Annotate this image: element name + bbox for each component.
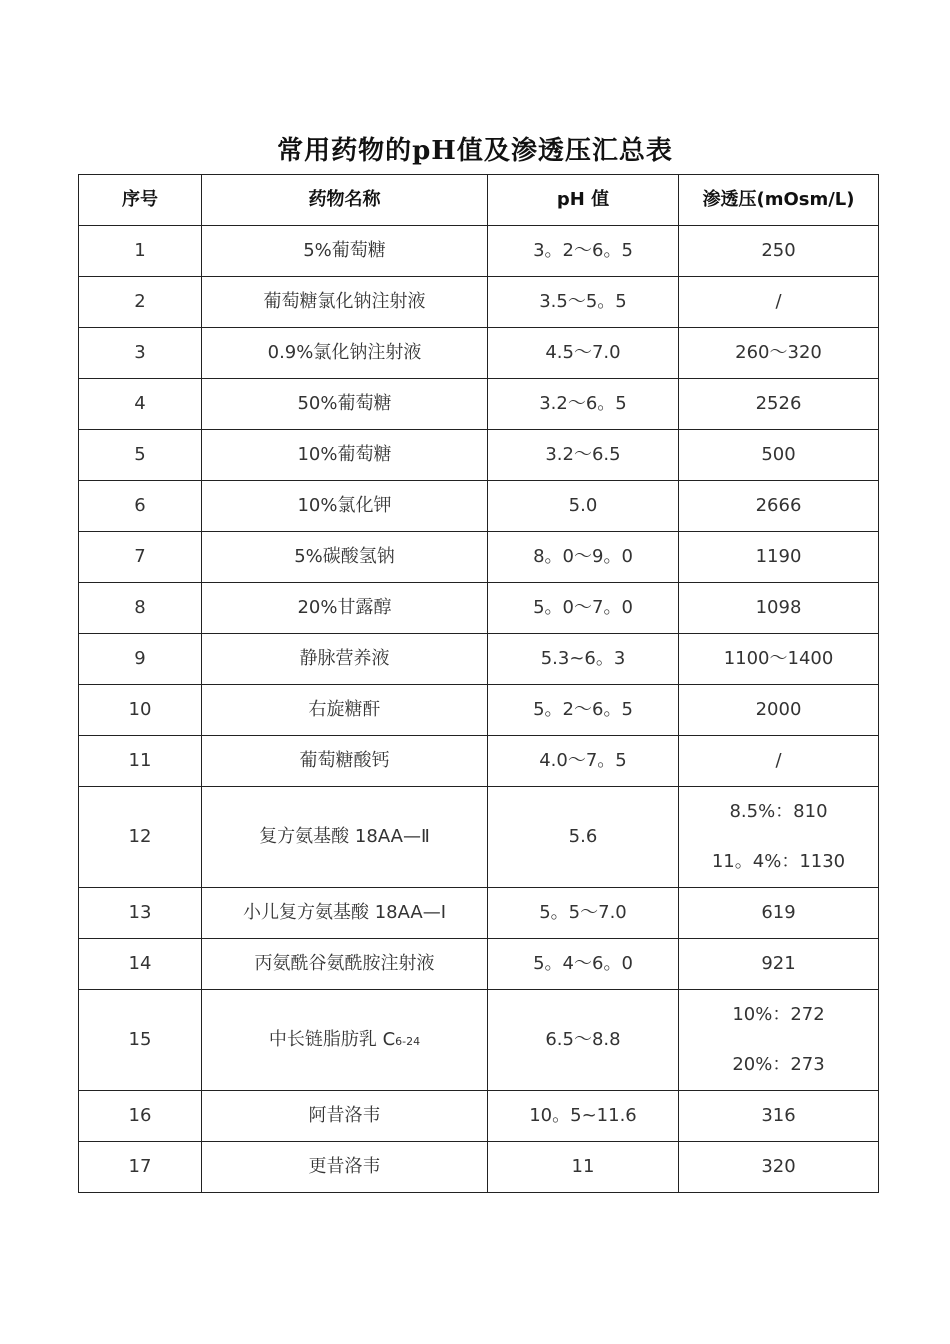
cell-no: 16 (79, 1091, 202, 1142)
cell-osmolality: / (679, 277, 879, 328)
cell-ph: 5.3~6。3 (488, 634, 679, 685)
table-row (79, 532, 879, 583)
cell-ph: 3。2～6。5 (488, 226, 679, 277)
cell-no: 4 (79, 379, 202, 430)
cell-no: 5 (79, 430, 202, 481)
cell-ph: 11 (488, 1142, 679, 1193)
cell-drug-name: 丙氨酰谷氨酰胺注射液 (202, 939, 488, 990)
table-row (79, 583, 879, 634)
page-title: 常用药物的pH值及渗透压汇总表 (277, 136, 673, 166)
cell-ph: 5。0～7。0 (488, 583, 679, 634)
cell-no: 17 (79, 1142, 202, 1193)
cell-osmolality (679, 787, 879, 888)
cell-osmolality: / (679, 736, 879, 787)
drug-table (78, 174, 879, 1193)
cell-osmolality: 619 (679, 888, 879, 939)
cell-osmolality: 2000 (679, 685, 879, 736)
cell-ph: 3.2～6。5 (488, 379, 679, 430)
cell-osmolality: 2526 (679, 379, 879, 430)
table-row (79, 634, 879, 685)
cell-no: 7 (79, 532, 202, 583)
cell-no: 9 (79, 634, 202, 685)
cell-no: 1 (79, 226, 202, 277)
cell-drug-name: 5%葡萄糖 (202, 226, 488, 277)
table-row (79, 736, 879, 787)
cell-ph: 5.0 (488, 481, 679, 532)
drug-name-subscript: 6-24 (395, 1035, 421, 1049)
cell-ph: 5.6 (488, 787, 679, 888)
cell-ph: 5。5～7.0 (488, 888, 679, 939)
cell-no: 11 (79, 736, 202, 787)
cell-drug-name (202, 990, 488, 1091)
cell-osmolality: 1100～1400 (679, 634, 879, 685)
table-row (79, 685, 879, 736)
cell-ph: 4.0～7。5 (488, 736, 679, 787)
osmolality-line: 11。4%：1130 (711, 851, 846, 872)
cell-osmolality: 921 (679, 939, 879, 990)
cell-no: 2 (79, 277, 202, 328)
table-row (79, 939, 879, 990)
cell-drug-name: 10%葡萄糖 (202, 430, 488, 481)
cell-ph: 5。4～6。0 (488, 939, 679, 990)
osmolality-line: 10%：272 (732, 1004, 825, 1025)
cell-drug-name: 更昔洛韦 (202, 1142, 488, 1193)
cell-drug-name: 0.9%氯化钠注射液 (202, 328, 488, 379)
cell-osmolality: 316 (679, 1091, 879, 1142)
cell-drug-name: 5%碳酸氢钠 (202, 532, 488, 583)
table-row (79, 990, 879, 1091)
table-row (79, 277, 879, 328)
osmolality-line: 8.5%：810 (729, 801, 828, 822)
cell-osmolality: 1190 (679, 532, 879, 583)
cell-osmolality: 2666 (679, 481, 879, 532)
cell-osmolality: 1098 (679, 583, 879, 634)
cell-no: 14 (79, 939, 202, 990)
cell-osmolality: 320 (679, 1142, 879, 1193)
drug-name-text: 中长链脂肪乳 C (268, 1029, 396, 1051)
cell-no: 3 (79, 328, 202, 379)
osmolality-line: 20%：273 (732, 1054, 825, 1075)
cell-drug-name: 静脉营养液 (202, 634, 488, 685)
cell-no: 6 (79, 481, 202, 532)
cell-ph: 5。2～6。5 (488, 685, 679, 736)
table-row (79, 328, 879, 379)
cell-no: 10 (79, 685, 202, 736)
table-row (79, 226, 879, 277)
cell-drug-name: 50%葡萄糖 (202, 379, 488, 430)
table-row (79, 1142, 879, 1193)
header-osmolality: 渗透压(mOsm/L) (679, 175, 879, 226)
table-row (79, 379, 879, 430)
cell-osmolality: 250 (679, 226, 879, 277)
cell-drug-name: 小儿复方氨基酸 18AA—Ⅰ (202, 888, 488, 939)
header-no: 序号 (79, 175, 202, 226)
cell-drug-name: 葡萄糖氯化钠注射液 (202, 277, 488, 328)
cell-ph: 3.2～6.5 (488, 430, 679, 481)
cell-no: 13 (79, 888, 202, 939)
cell-ph: 3.5～5。5 (488, 277, 679, 328)
cell-no: 15 (79, 990, 202, 1091)
cell-osmolality (679, 990, 879, 1091)
cell-drug-name: 10%氯化钾 (202, 481, 488, 532)
cell-ph: 6.5～8.8 (488, 990, 679, 1091)
cell-drug-name: 20%甘露醇 (202, 583, 488, 634)
table-row (79, 430, 879, 481)
table-row (79, 1091, 879, 1142)
cell-ph: 8。0～9。0 (488, 532, 679, 583)
cell-no: 8 (79, 583, 202, 634)
cell-drug-name: 阿昔洛韦 (202, 1091, 488, 1142)
table-row (79, 481, 879, 532)
table-header-row (79, 175, 879, 226)
header-ph: pH 值 (488, 175, 679, 226)
cell-drug-name: 葡萄糖酸钙 (202, 736, 488, 787)
cell-no: 12 (79, 787, 202, 888)
header-drug-name: 药物名称 (202, 175, 488, 226)
cell-drug-name: 复方氨基酸 18AA—Ⅱ (202, 787, 488, 888)
table-row (79, 787, 879, 888)
cell-drug-name: 右旋糖酐 (202, 685, 488, 736)
cell-osmolality: 500 (679, 430, 879, 481)
cell-ph: 10。5~11.6 (488, 1091, 679, 1142)
table-row (79, 888, 879, 939)
cell-ph: 4.5～7.0 (488, 328, 679, 379)
cell-osmolality: 260～320 (679, 328, 879, 379)
